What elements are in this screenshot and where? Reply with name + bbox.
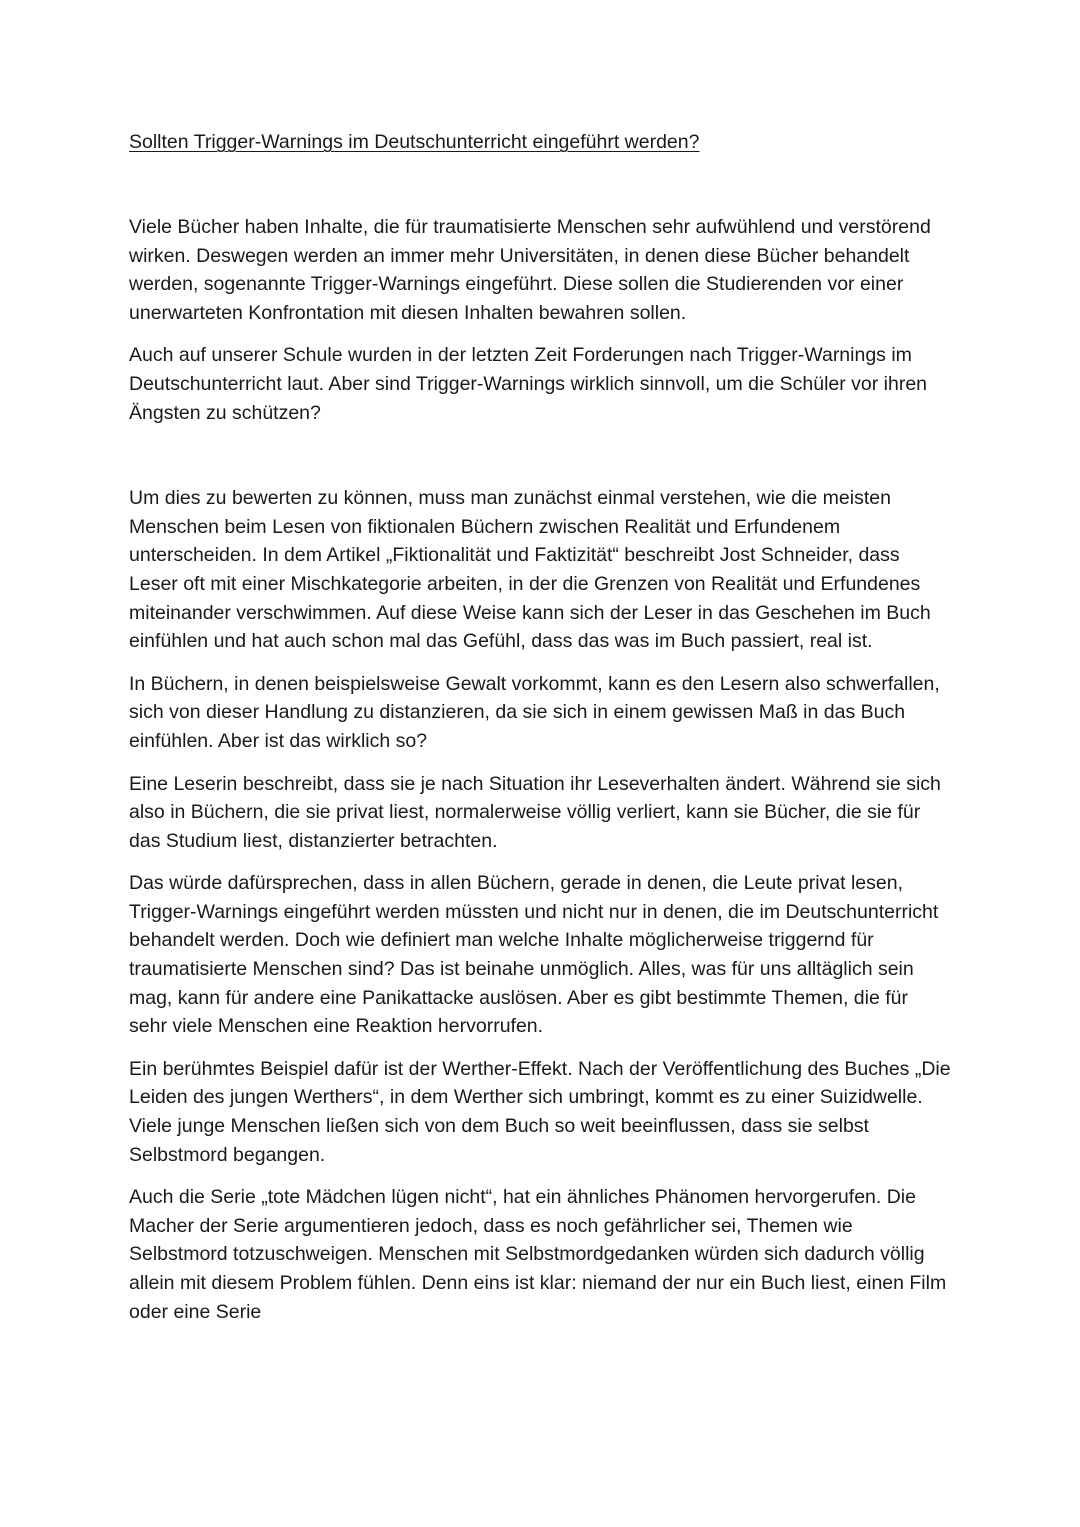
paragraph-4: In Büchern, in denen beispielsweise Gewalt vorkommt, kann es den Lesern also schwerfallen, sich von dieser Handlung zu distanzieren, da sie sich in einem gewissen Maß in das Buch einfühlen. Aber ist das wirklich so? bbox=[129, 672, 940, 752]
paragraph-6: Das würde dafürsprechen, dass in allen Büchern, gerade in denen, die Leute privat lesen, Trigger-Warnings eingeführt werden müssten und nicht nur in denen, die im Deutschunterricht behandelt werden. Doch wie definiert man welche Inhalte möglicherweise triggernd für traumatisierte Menschen sind? Das ist beinahe unmöglich. Alles, was für uns alltäglich sein mag, kann für andere eine Panikattacke auslösen. Aber es gibt bestimmte Themen, die für sehr viele Menschen eine Reaktion hervorrufen. bbox=[129, 872, 939, 1038]
paragraph-2: Auch auf unserer Schule wurden in der letzten Zeit Forderungen nach Trigger-Warnings im Deutschunterricht laut. Aber sind Trigger-Warnings wirklich sinnvoll, um die Schüler vor ihren Ängsten zu schützen? bbox=[129, 344, 928, 424]
paragraph-8: Auch die Serie „tote Mädchen lügen nicht“, hat ein ähnliches Phänomen hervorgerufen. Die Macher der Serie argumentieren jedoch, dass es noch gefährlicher sei, Themen wie Selbstmord totzuschweigen. Menschen mit Selbstmordgedanken würden sich dadurch völlig allein mit diesem Problem fühlen. Denn eins ist klar: niemand der nur ein Buch liest, einen Film oder eine Serie bbox=[129, 1186, 947, 1323]
document-body bbox=[129, 128, 951, 1340]
paragraph-3: Um dies zu bewerten zu können, muss man zunächst einmal verstehen, wie die meisten Menschen beim Lesen von fiktionalen Büchern zwischen Realität und Erfundenem unterscheiden. In dem Artikel „Fiktionalität und Faktizität“ beschreibt Jost Schneider, dass Leser oft mit einer Mischkategorie arbeiten, in der die Grenzen von Realität und Erfundenes miteinander verschwimmen. Auf diese Weise kann sich der Leser in das Geschehen im Buch einfühlen und hat auch schon mal das Gefühl, dass das was im Buch passiert, real ist. bbox=[129, 487, 931, 653]
paragraph-7: Ein berühmtes Beispiel dafür ist der Werther-Effekt. Nach der Veröffentlichung des Buches „Die Leiden des jungen Werthers“, in dem Werther sich umbringt, kommt es zu einer Suizidwelle. Viele junge Menschen ließen sich von dem Buch so weit beeinflussen, dass sie selbst Selbstmord begangen. bbox=[129, 1057, 951, 1166]
paragraph-1: Viele Bücher haben Inhalte, die für traumatisierte Menschen sehr aufwühlend und verstörend wirken. Deswegen werden an immer mehr Universitäten, in denen diese Bücher behandelt werden, sogenannte Trigger-Warnings eingeführt. Diese sollen die Studierenden vor einer unerwarteten Konfrontation mit diesen Inhalten bewahren sollen. bbox=[129, 216, 931, 324]
paragraph-5: Eine Leserin beschreibt, dass sie je nach Situation ihr Leseverhalten ändert. Während sie sich also in Büchern, die sie privat liest, normalerweise völlig verliert, kann sie Bücher, die sie für das Studium liest, distanzierter betrachten. bbox=[129, 772, 941, 852]
document-title: Sollten Trigger-Warnings im Deutschunterricht eingeführt werden? bbox=[129, 131, 700, 153]
